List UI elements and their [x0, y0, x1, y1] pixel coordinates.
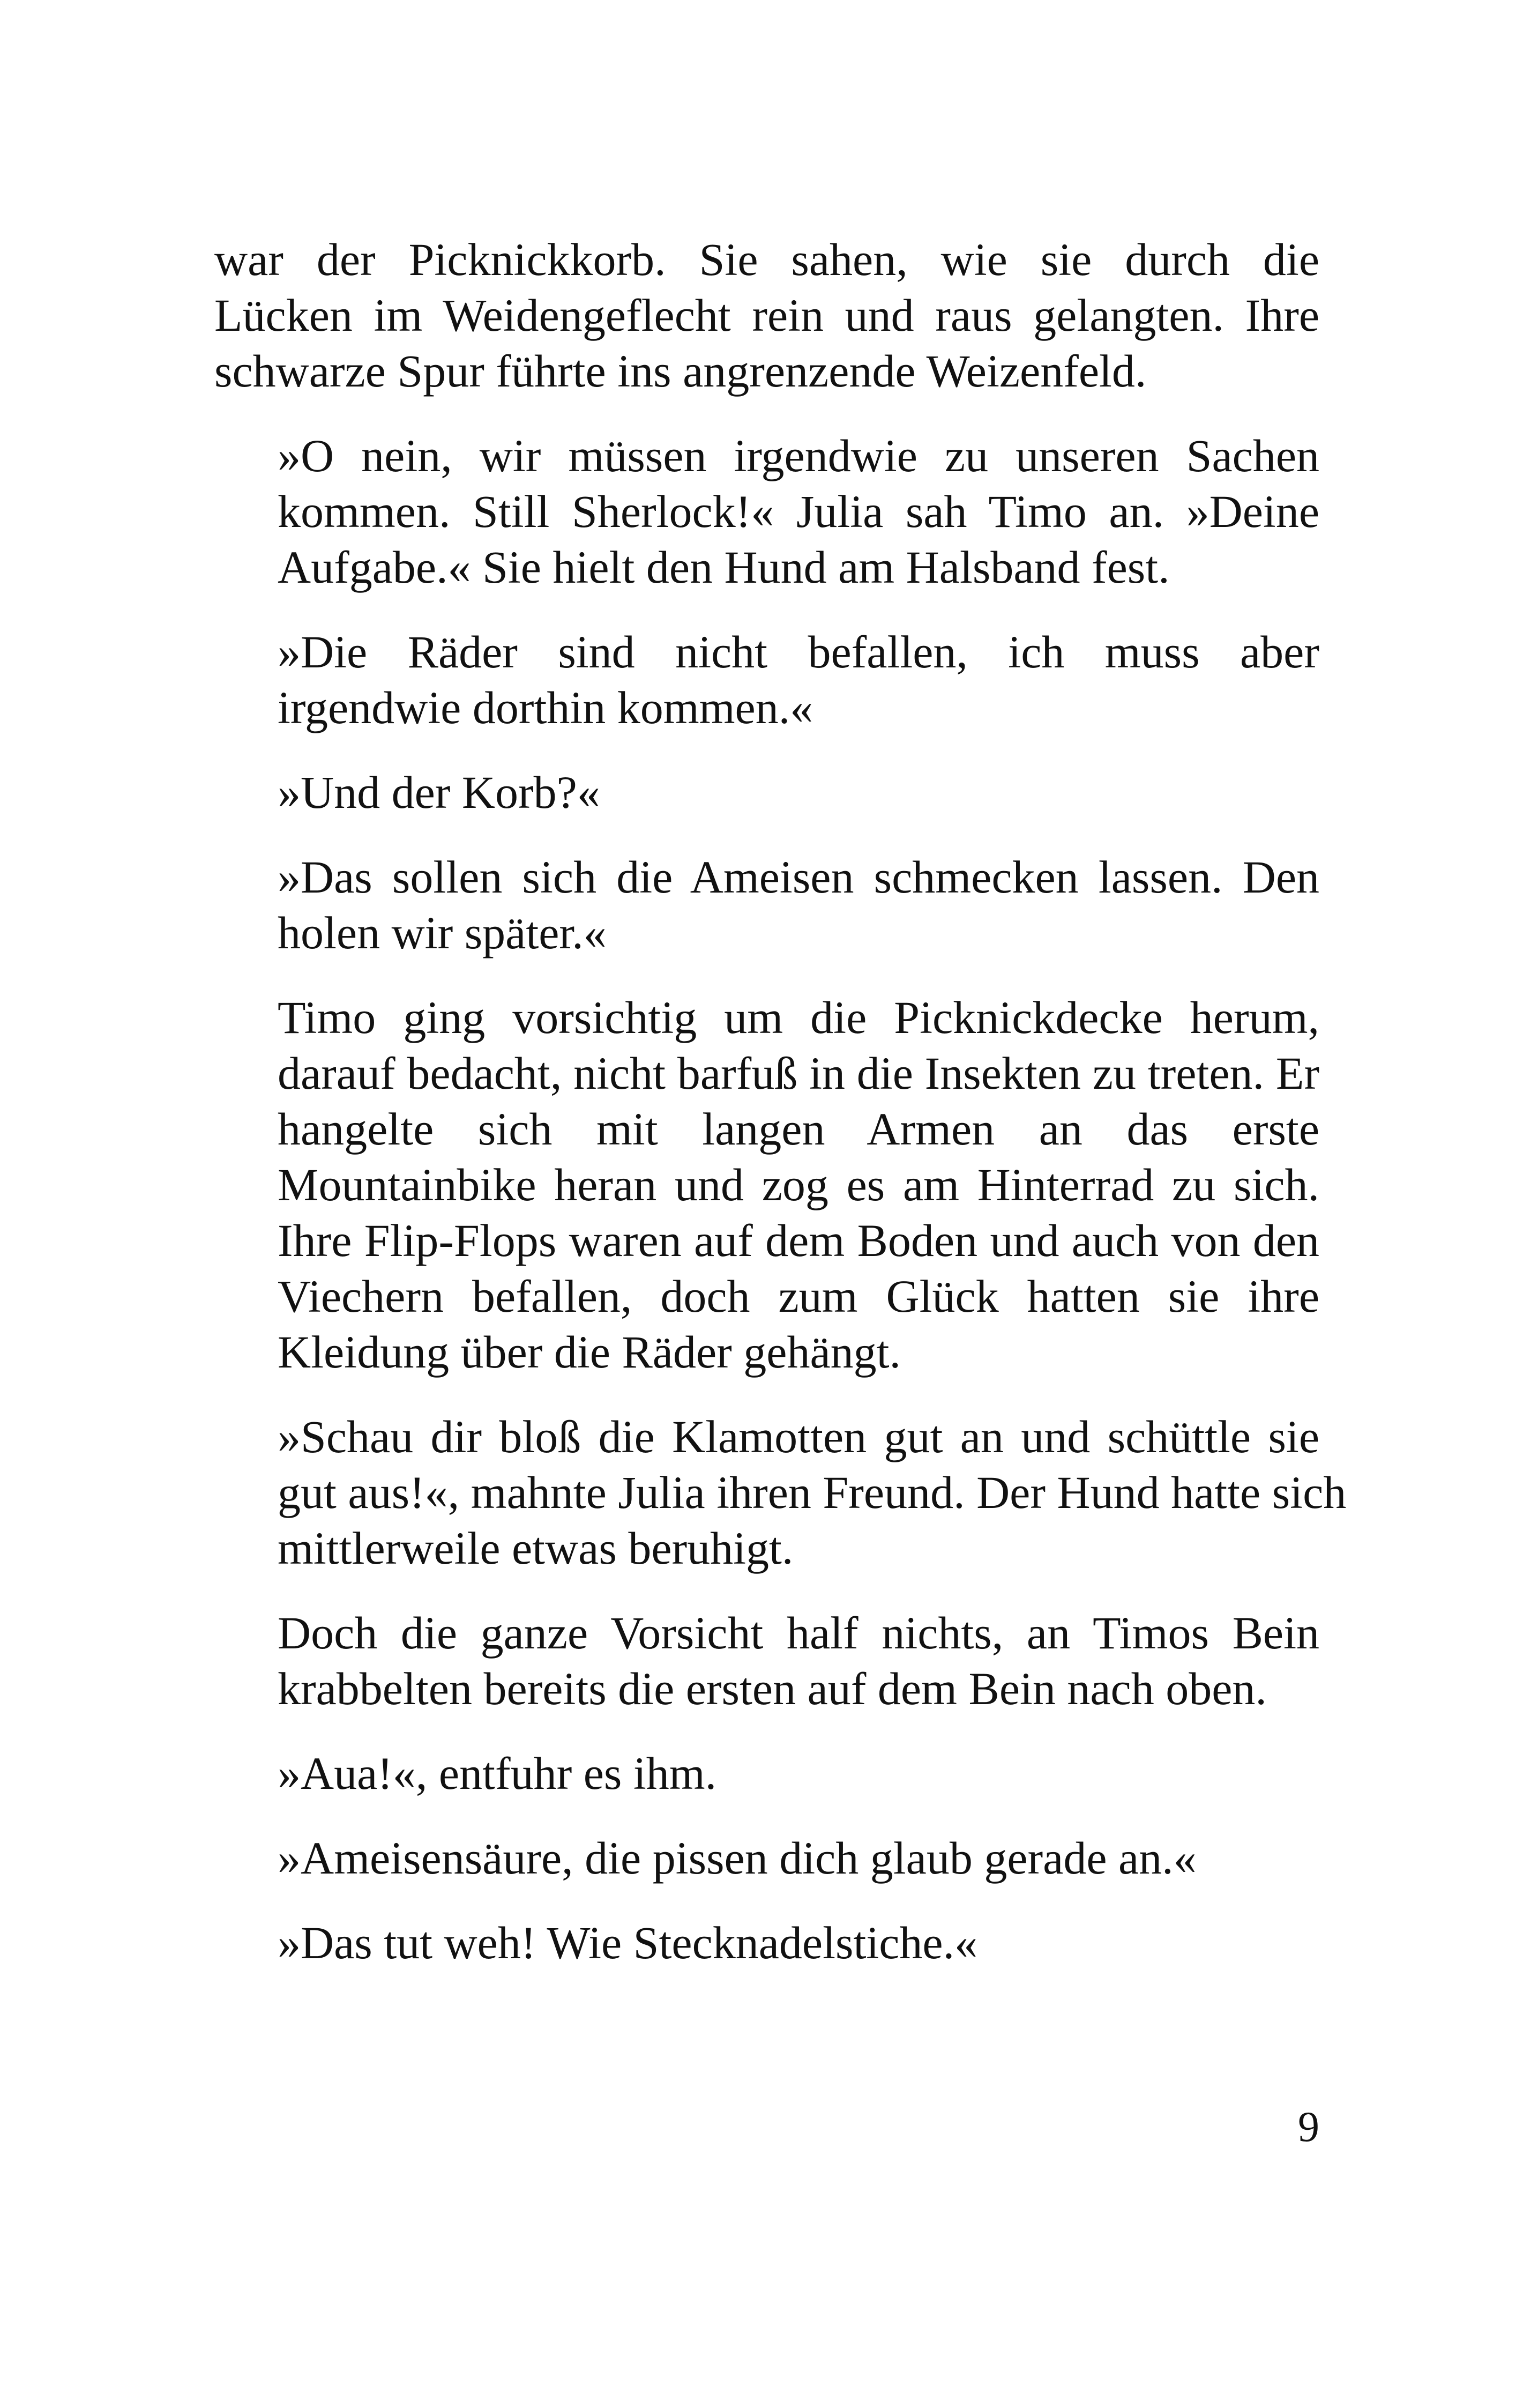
- text-line: hangelte sich mit langen Armen an das erste: [278, 1103, 1319, 1155]
- text-line: war der Picknickkorb. Sie sahen, wie sie durch die: [214, 234, 1319, 285]
- text-line: Doch die ganze Vorsicht half nichts, an Timos Bein: [278, 1607, 1319, 1659]
- text-line: mittlerweile etwas beruhigt.: [278, 1522, 794, 1574]
- text-line: »Ameisensäure, die pissen dich glaub gerade an.«: [278, 1832, 1197, 1884]
- text-line: schwarze Spur führte ins angrenzende Weizenfeld.: [214, 345, 1147, 397]
- text-line: »Das sollen sich die Ameisen schmecken lassen. Den: [278, 851, 1319, 903]
- text-line: irgendwie dorthin kommen.«: [278, 682, 813, 733]
- paragraph: [214, 849, 1319, 961]
- text-line: krabbelten bereits die ersten auf dem Bein nach oben.: [278, 1663, 1267, 1714]
- paragraph: [214, 1409, 1347, 1576]
- text-line: kommen. Still Sherlock!« Julia sah Timo an. »Deine: [278, 486, 1319, 537]
- paragraph: [214, 232, 1319, 399]
- text-line: »Das tut weh! Wie Stecknadelstiche.«: [278, 1917, 978, 1968]
- paragraph: [214, 428, 1319, 595]
- paragraph: [214, 1605, 1319, 1716]
- text-line: Ihre Flip-Flops waren auf dem Boden und auch von den: [278, 1215, 1319, 1266]
- text-line: Lücken im Weidengeflecht rein und raus gelangten. Ihre: [214, 289, 1319, 341]
- text-line: »Schau dir bloß die Klamotten gut an und schüttle sie: [278, 1411, 1319, 1462]
- paragraph: [214, 1745, 1319, 1801]
- text-line: »Und der Korb?«: [278, 767, 600, 818]
- paragraph: [214, 764, 1319, 820]
- text-line: Aufgabe.« Sie hielt den Hund am Halsband fest.: [278, 541, 1170, 593]
- paragraph: [214, 990, 1319, 1380]
- text-line: Viechern befallen, doch zum Glück hatten sie ihre: [278, 1270, 1319, 1322]
- text-line: »Die Räder sind nicht befallen, ich muss aber: [278, 626, 1319, 678]
- text-line: Mountainbike heran und zog es am Hinterrad zu sich.: [278, 1159, 1319, 1210]
- paragraph: [214, 624, 1319, 735]
- text-line: »O nein, wir müssen irgendwie zu unseren Sachen: [278, 430, 1319, 481]
- text-line: Timo ging vorsichtig um die Picknickdecke herum,: [278, 992, 1319, 1043]
- paragraph: [214, 1915, 1319, 1971]
- text-line: Kleidung über die Räder gehängt.: [278, 1326, 901, 1378]
- text-line: »Aua!«, entfuhr es ihm.: [278, 1748, 717, 1799]
- paragraph: [214, 1830, 1319, 1886]
- text-line: darauf bedacht, nicht barfuß in die Insekten zu treten. Er: [278, 1047, 1319, 1099]
- body-text: [214, 232, 1347, 2000]
- page-number: 9: [1298, 2104, 1319, 2151]
- text-line: holen wir später.«: [278, 907, 607, 958]
- text-line: gut aus!«, mahnte Julia ihren Freund. Der Hund hatte sich: [278, 1467, 1347, 1518]
